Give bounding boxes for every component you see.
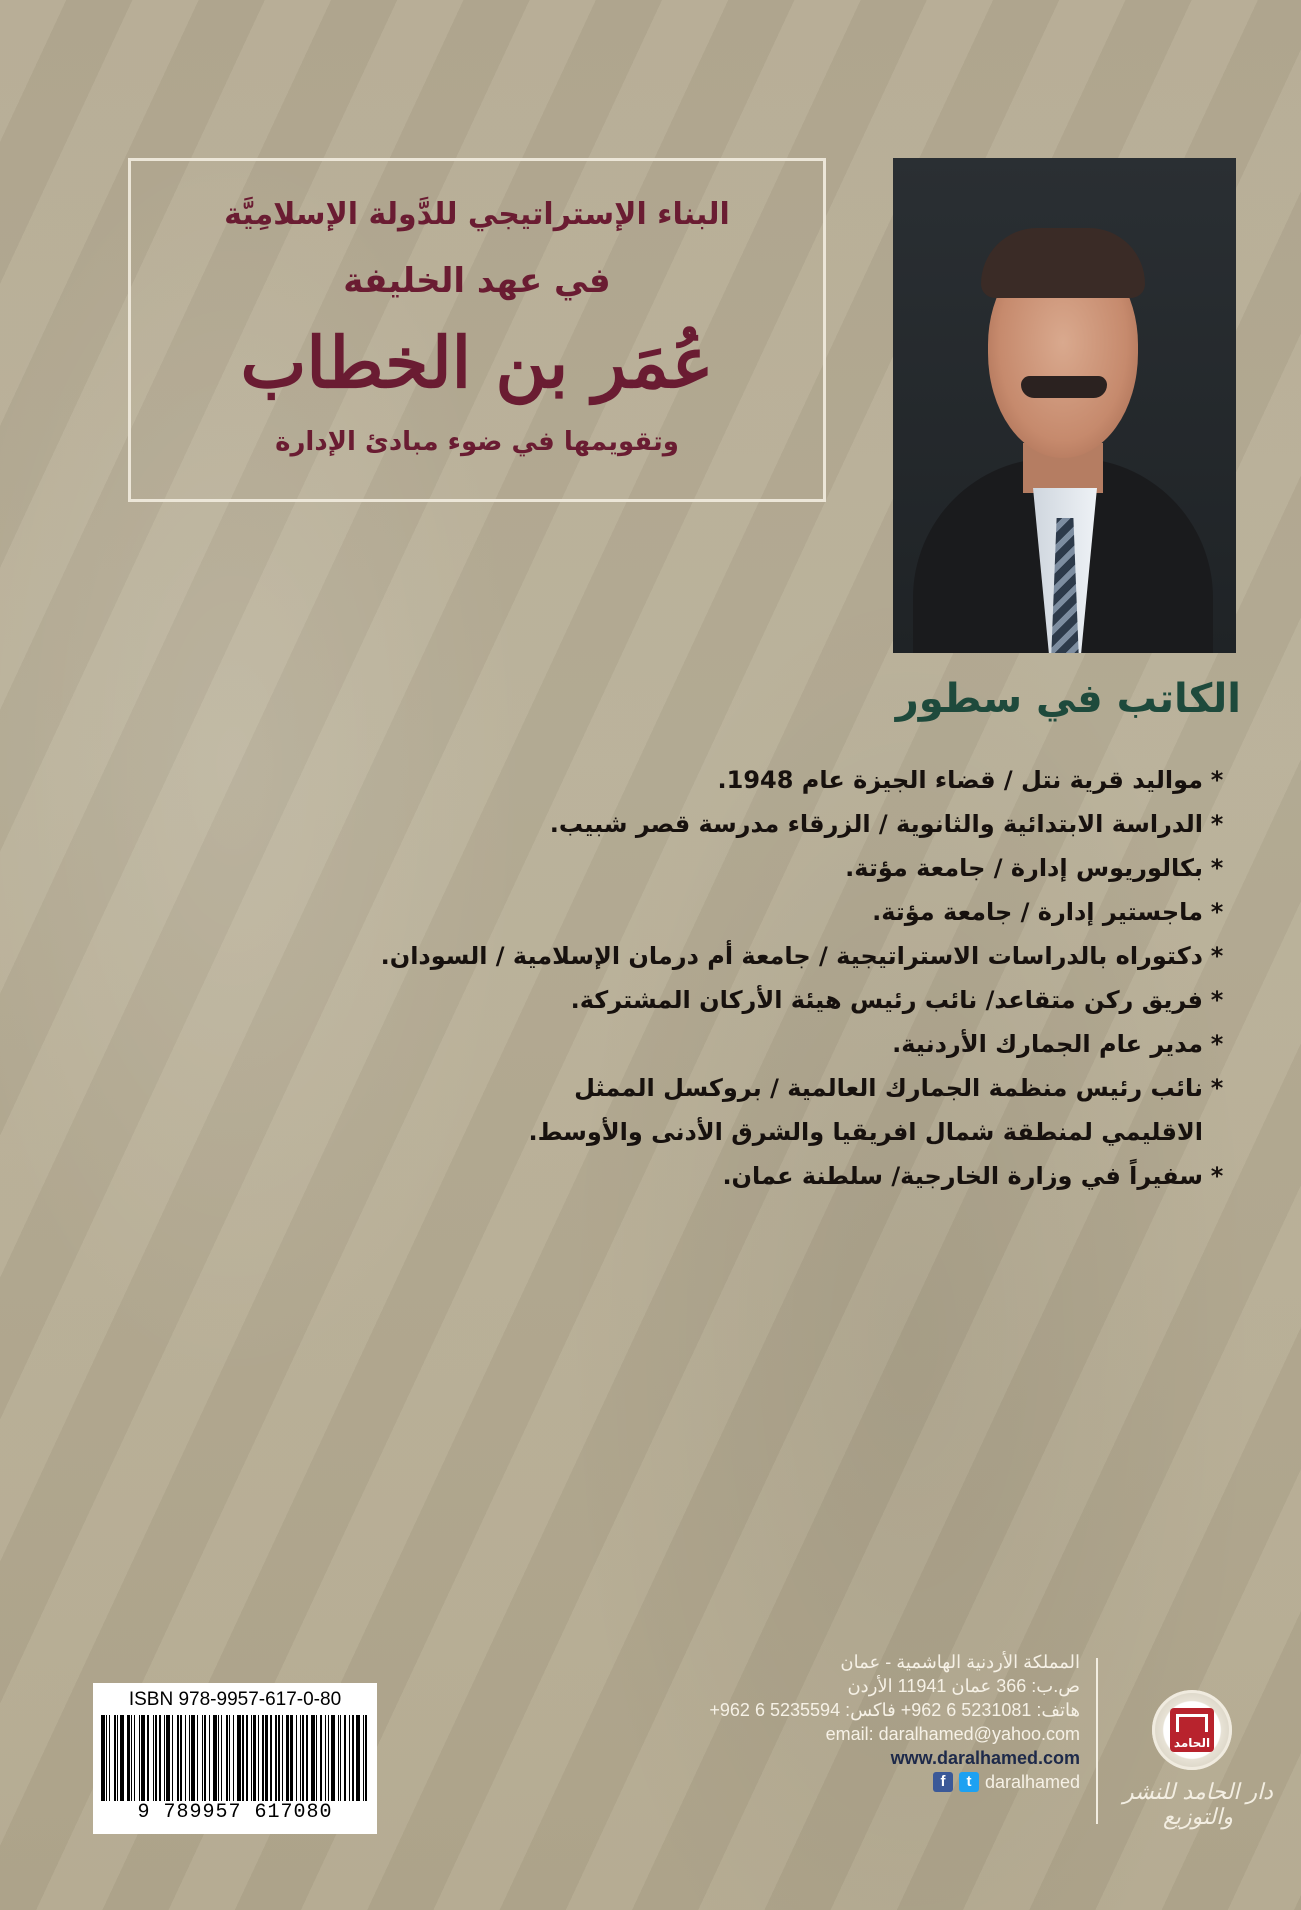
bio-item: *مدير عام الجمارك الأردنية.	[231, 1022, 1231, 1066]
barcode-bar	[246, 1715, 247, 1801]
bullet-star-icon: *	[1210, 1030, 1224, 1058]
bullet-star-icon: *	[1210, 810, 1224, 838]
barcode-bar	[344, 1715, 346, 1801]
bio-item-continuation: الاقليمي لمنطقة شمال افريقيا والشرق الأدنى والأوسط.	[528, 1118, 1203, 1146]
barcode-bar	[316, 1715, 317, 1801]
facebook-icon: f	[933, 1772, 953, 1792]
barcode-bar	[278, 1715, 279, 1801]
barcode-bar	[242, 1715, 244, 1801]
publisher-info	[540, 1650, 1080, 1794]
barcode-bar	[166, 1715, 170, 1801]
barcode-bar	[331, 1715, 335, 1801]
publisher-phone: هاتف: 5231081 6 962+ فاكس: 5235594 6 962+	[709, 1700, 1080, 1720]
barcode-bar	[275, 1715, 277, 1801]
barcode-bar	[349, 1715, 350, 1801]
bio-item: *نائب رئيس منظمة الجمارك العالمية / بروكسل الممثل الاقليمي لمنطقة شمال افريقيا والشرق الأدنى والأوسط.	[231, 1066, 1231, 1154]
barcode-bar	[262, 1715, 263, 1801]
barcode-bar	[328, 1715, 329, 1801]
barcode-bar	[134, 1715, 135, 1801]
barcode-bar	[302, 1715, 303, 1801]
bio-item: *سفيراً في وزارة الخارجية/ سلطنة عمان.	[231, 1154, 1231, 1198]
barcode-bar	[270, 1715, 271, 1801]
barcode-bar	[229, 1715, 230, 1801]
barcode-digits: 9 789957 617080	[137, 1801, 333, 1824]
barcode-bar	[131, 1715, 132, 1801]
barcode-bar	[202, 1715, 203, 1801]
publisher-logo-mark: الحامد	[1170, 1708, 1214, 1752]
barcode-bar	[311, 1715, 315, 1801]
barcode-bar	[352, 1715, 354, 1801]
barcode-bar	[185, 1715, 186, 1801]
bullet-star-icon: *	[1210, 1074, 1224, 1102]
barcode-bar	[296, 1715, 297, 1801]
barcode-bar	[117, 1715, 118, 1801]
barcode-bar	[189, 1715, 190, 1801]
barcode-bar	[209, 1715, 210, 1801]
barcode-bar	[180, 1715, 182, 1801]
barcode-bar	[340, 1715, 341, 1801]
publisher-logo	[1152, 1690, 1232, 1770]
barcode-bar	[325, 1715, 326, 1801]
bio-item: *بكالوريوس إدارة / جامعة مؤتة.	[231, 846, 1231, 890]
social-handle: daralhamed	[984, 1772, 1080, 1792]
barcode-bar	[147, 1715, 149, 1801]
barcode-bar	[191, 1715, 195, 1801]
barcode-bar	[153, 1715, 154, 1801]
barcode-bar	[258, 1715, 259, 1801]
bullet-star-icon: *	[1210, 986, 1224, 1014]
author-bio-list	[231, 758, 1231, 1198]
author-photo	[893, 158, 1236, 653]
barcode-bar	[213, 1715, 217, 1801]
bio-item: *دكتوراه بالدراسات الاستراتيجية / جامعة أم درمان الإسلامية / السودان.	[231, 934, 1231, 978]
isbn-label: ISBN 978-9957-617-0-80	[128, 1689, 342, 1710]
book-title-name: عُمَر بن الخطاب	[240, 321, 714, 404]
book-title-line2: في عهد الخليفة	[343, 261, 611, 301]
barcode-bar	[164, 1715, 165, 1801]
book-subtitle: وتقويمها في ضوء مبادئ الإدارة	[275, 427, 679, 457]
barcode-bar	[338, 1715, 339, 1801]
barcode-bar	[218, 1715, 219, 1801]
barcode-bar	[251, 1715, 252, 1801]
barcode-bar	[177, 1715, 179, 1801]
publisher-calligraphy: دار الحامد للنشر والتوزيع	[1123, 1780, 1273, 1830]
bullet-star-icon: *	[1210, 942, 1224, 970]
bio-item: *ماجستير إدارة / جامعة مؤتة.	[231, 890, 1231, 934]
photo-mustache	[1021, 376, 1107, 398]
barcode-bar	[233, 1715, 234, 1801]
barcode-bars	[101, 1715, 369, 1801]
bio-item: *فريق ركن متقاعد/ نائب رئيس هيئة الأركان المشتركة.	[231, 978, 1231, 1022]
barcode-bar	[159, 1715, 160, 1801]
photo-hair	[981, 228, 1145, 298]
barcode-bar	[265, 1715, 269, 1801]
barcode-bar	[282, 1715, 283, 1801]
book-title-line1: البناء الإستراتيجي للدَّولة الإسلامِيَّة	[224, 197, 730, 232]
title-box	[128, 158, 826, 502]
barcode-bar	[106, 1715, 107, 1801]
publisher-social	[540, 1770, 1080, 1794]
bullet-star-icon: *	[1210, 898, 1224, 926]
bullet-star-icon: *	[1210, 766, 1224, 794]
barcode-bar	[226, 1715, 228, 1801]
publisher-country: المملكة الأردنية الهاشمية - عمان	[840, 1652, 1080, 1672]
bullet-star-icon: *	[1210, 854, 1224, 882]
barcode-bar	[101, 1715, 105, 1801]
barcode-bar	[172, 1715, 173, 1801]
barcode-bar	[197, 1715, 198, 1801]
publisher-email: email: daralhamed@yahoo.com	[825, 1724, 1080, 1744]
publisher-website: www.daralhamed.com	[890, 1748, 1080, 1768]
barcode-bar	[290, 1715, 294, 1801]
bio-item: *الدراسة الابتدائية والثانوية / الزرقاء مدرسة قصر شبيب.	[231, 802, 1231, 846]
barcode-bar	[237, 1715, 241, 1801]
barcode-bar	[365, 1715, 366, 1801]
barcode-bar	[356, 1715, 360, 1801]
bio-item: *مواليد قرية نتل / قضاء الجيزة عام 1948.	[231, 758, 1231, 802]
barcode-bar	[204, 1715, 206, 1801]
barcode-bar	[320, 1715, 322, 1801]
barcode-bar	[286, 1715, 288, 1801]
about-author-heading: الكاتب في سطور	[895, 676, 1241, 722]
barcode-bar	[139, 1715, 140, 1801]
twitter-icon: t	[959, 1772, 979, 1792]
barcode-bar	[253, 1715, 255, 1801]
barcode-bar	[141, 1715, 145, 1801]
barcode-bar	[300, 1715, 301, 1801]
publisher-divider	[1096, 1658, 1098, 1824]
barcode-bar	[221, 1715, 222, 1801]
barcode-bar	[306, 1715, 308, 1801]
barcode-bar	[114, 1715, 116, 1801]
publisher-po-box: ص.ب: 366 عمان 11941 الأردن	[847, 1676, 1080, 1696]
barcode-bar	[127, 1715, 129, 1801]
barcode-bar	[109, 1715, 110, 1801]
barcode-bar	[155, 1715, 157, 1801]
barcode-bar	[363, 1715, 364, 1801]
barcode	[93, 1683, 377, 1834]
barcode-bar	[120, 1715, 124, 1801]
bullet-star-icon: *	[1210, 1162, 1224, 1190]
